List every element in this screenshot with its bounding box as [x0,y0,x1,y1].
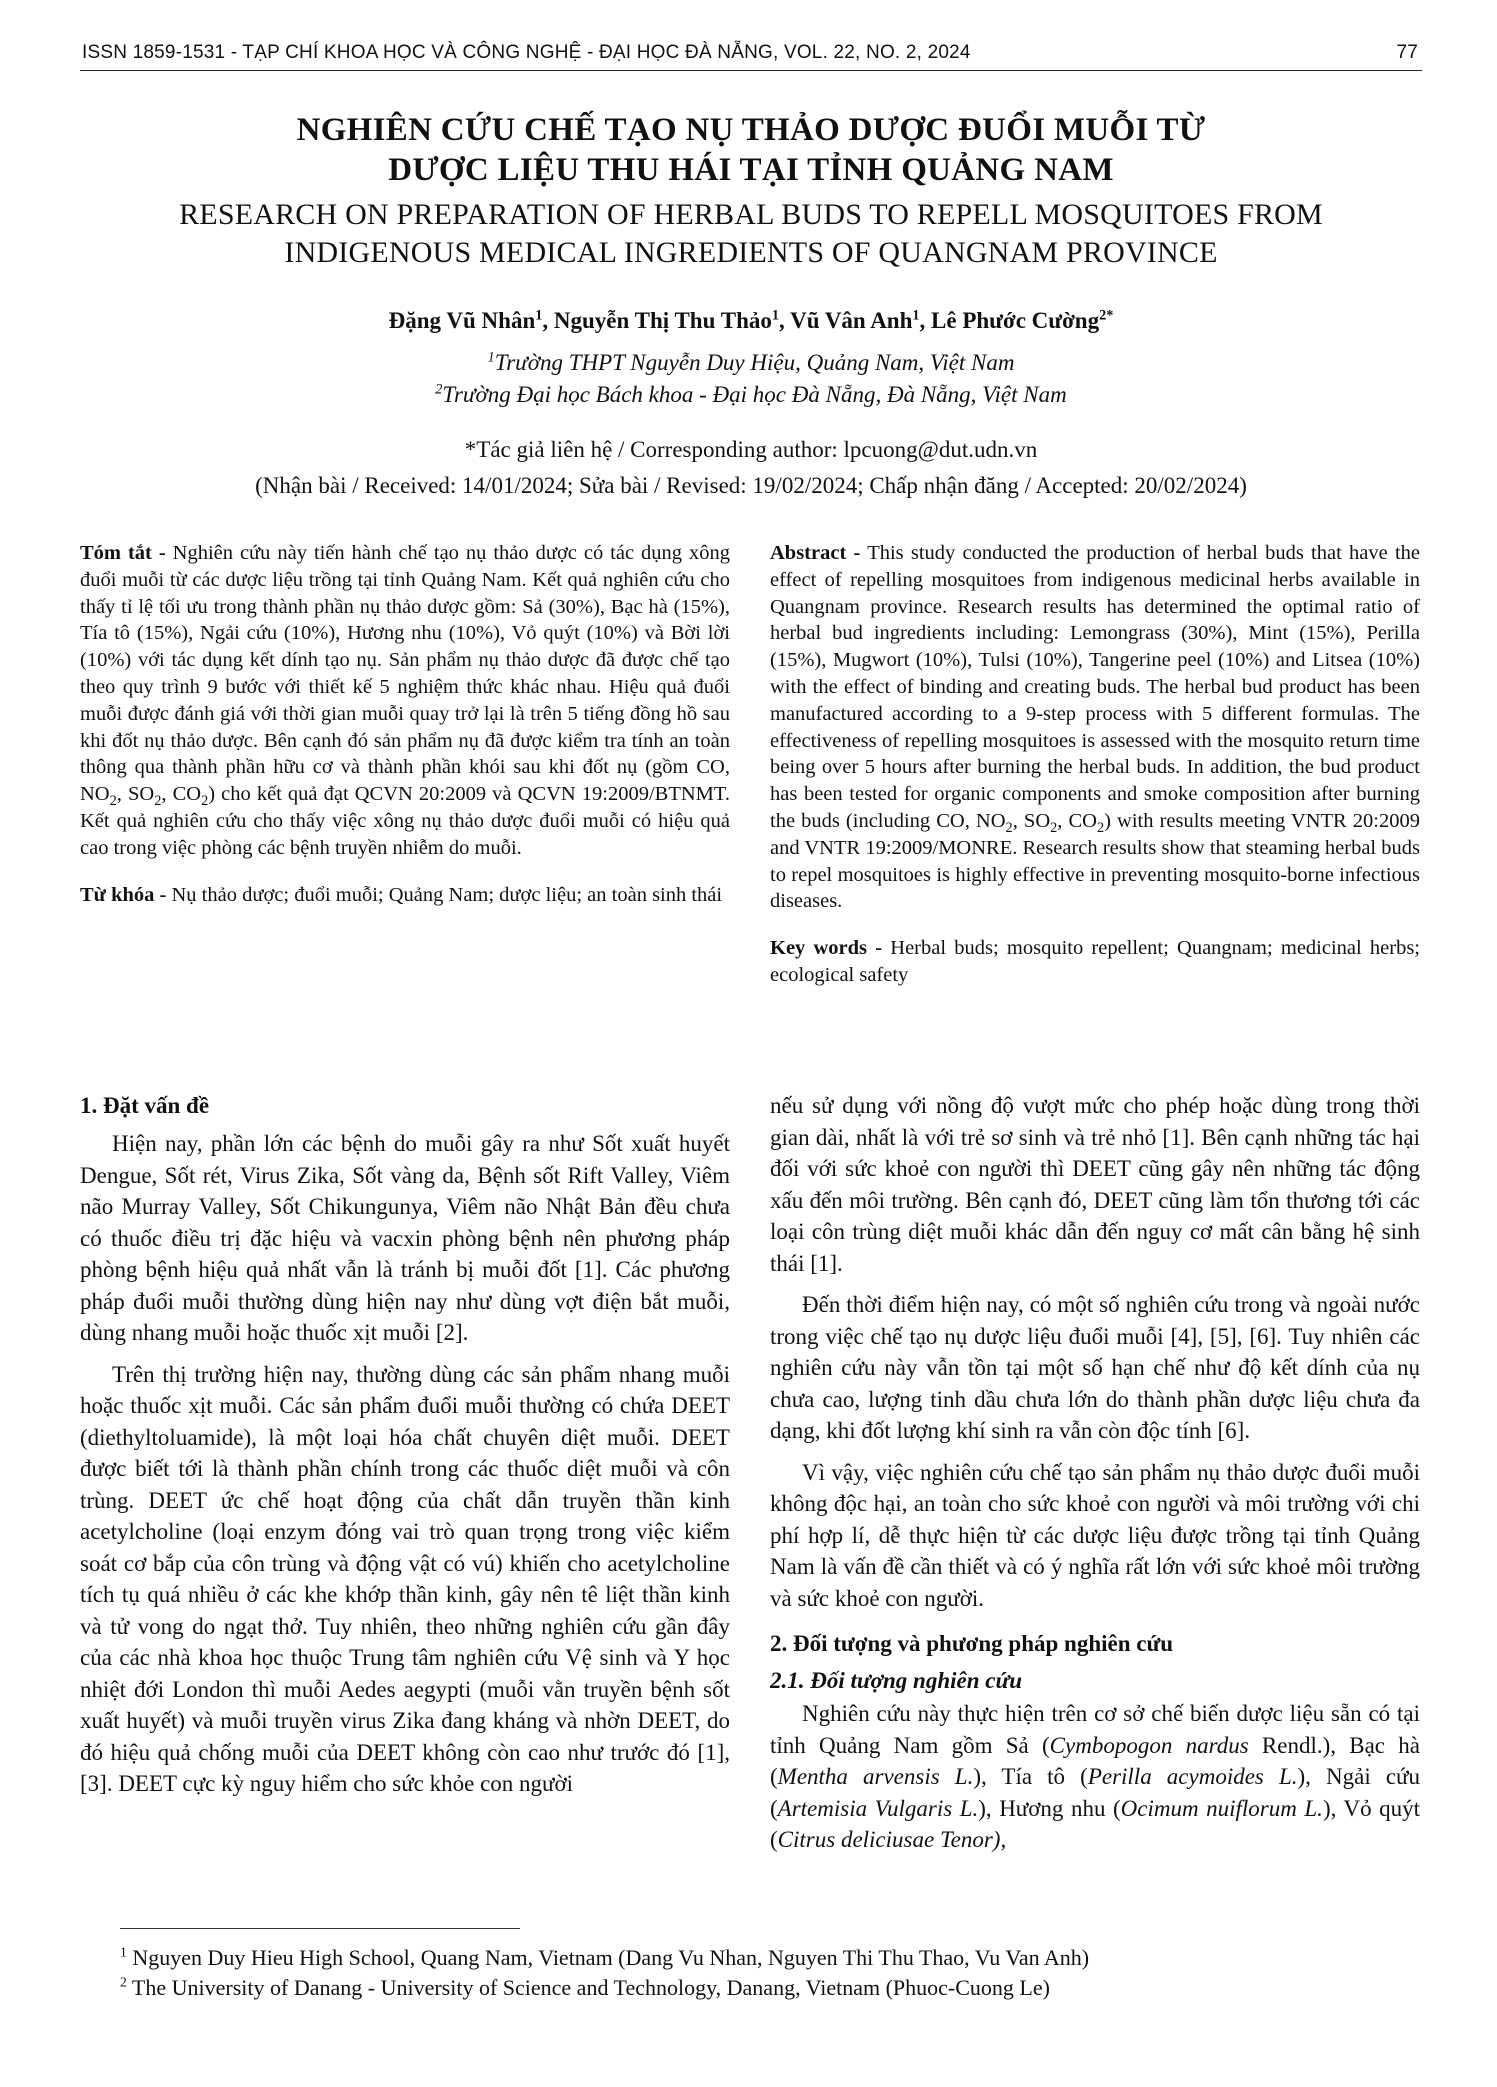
author-name: Nguyễn Thị Thu Thảo [553,308,772,333]
author-separator: , [778,308,791,333]
author-mark: 1 [535,307,543,324]
subsection-heading: 2.1. Đối tượng nghiên cứu [770,1668,1023,1693]
affiliation-2 [80,382,1422,408]
section-heading: 2. Đối tượng và phương pháp nghiên cứu [770,1631,1174,1656]
author-mark: 1 [771,307,779,324]
keywords-en-text: Herbal buds; mosquito repellent; Quangnam; medicinal herbs; ecological safety [770,937,1421,986]
author-separator: , [542,308,554,333]
body-column-right [770,1090,1420,1866]
english-title [80,196,1422,272]
footnote-text: Nguyen Duy Hieu High School, Quang Nam, Vietnam (Dang Vu Nhan, Nguyen Thi Thu Thao, Vu Van Anh) [126,1945,1090,1970]
body-paragraph [770,1698,1420,1856]
abstract-en-text [770,540,1420,915]
section-heading: 1. Đặt vấn đề [80,1093,210,1118]
abstract-en-segment: ) with results meeting VNTR 20:2009 and VNTR 19:2009/MONRE. Research results show that steaming herbal buds to repel mosquitoes is highly effective in preventing mosquito-borne infectious diseases. [770,809,1420,913]
author-list [80,308,1422,334]
affiliation-1 [80,350,1422,376]
scientific-name: Citrus deliciusae Tenor), [777,1827,1007,1852]
affiliation-text: Trường Đại học Bách khoa - Đại học Đà Nẵng, Đà Nẵng, Việt Nam [442,382,1067,407]
footnotes [120,1943,1422,2003]
vietnamese-title-line: DƯỢC LIỆU THU HÁI TẠI TỈNH QUẢNG NAM [388,152,1114,188]
subscript: 2 [109,793,117,810]
body-paragraph: Hiện nay, phần lớn các bệnh do muỗi gây ra như Sốt xuất huyết Dengue, Sốt rét, Virus Zika, Sốt vàng da, Bệnh sốt Rift Valley, Viêm não Murray Valley, Sốt Chikungunya, Viêm não Nhật Bản đều chưa có thuốc điều trị đặc hiệu và vacxin phòng bệnh nên phương pháp phòng bệnh hiệu quả nhất vẫn là tránh bị muỗi đốt [1]. Các phương pháp đuổi muỗi thường dùng hiện nay như dùng vợt điện bắt muỗi, dùng nhang muỗi hoặc thuốc xịt muỗi [2]. [80,1131,730,1345]
keywords-vi-text: Nụ thảo dược; đuổi muỗi; Quảng Nam; dược liệu; an toàn sinh thái [166,883,723,906]
footnote [120,1973,1422,2003]
author-name: Vũ Vân Anh [790,308,913,333]
keywords-en-label: Key words - [770,937,883,960]
corresponding-author: *Tác giả liên hệ / Corresponding author: lpcuong@dut.udn.vn [464,437,1038,462]
footnote-text: The University of Danang - University of Science and Technology, Danang, Vietnam (Phuoc-Cuong Le) [126,1975,1050,2000]
author-name: Lê Phước Cường [931,308,1100,333]
subscript: 2 [1096,820,1105,837]
abstract-vi-segment: , CO [161,783,202,806]
author-separator: , [919,308,932,333]
abstract-en-segment: This study conducted the production of herbal buds that have the effect of repelling mosquitoes from indigenous medicinal herbs available in Quangnam province. Research results has determined the optimal ratio of herbal bud ingredients including: Lemongrass (30%), Mint (15%), Perilla (15%), Mugwort (10%), Tulsi (10%), Tangerine peel (10%) and Litsea (10%) with the effect of binding and creating buds. The herbal bud product has been manufactured according to a 9-step process with 5 different formulas. The effectiveness of repelling mosquitoes is assessed with the mosquito return time being over 5 hours after burning the herbal buds. In addition, the bud product has been tested for organic components and smoke composition after burning the buds (including CO, NO [770,542,1420,832]
footnote-divider [120,1928,520,1929]
vietnamese-title [80,110,1422,190]
scientific-name: Mentha arvensis L. [777,1764,974,1789]
journal-header: ISSN 1859-1531 - TẠP CHÍ KHOA HỌC VÀ CÔNG NGHỆ - ĐẠI HỌC ĐÀ NẴNG, VOL. 22, NO. 2, 2024 [82,42,971,63]
author-name: Đặng Vũ Nhân [388,308,536,333]
text-segment: Rendl.), Bạc hà ( [770,1732,1420,1789]
body-paragraph: Trên thị trường hiện nay, thường dùng các sản phẩm nhang muỗi hoặc thuốc xịt muỗi. Các sản phẩm đuổi muỗi thường có chứa DEET (diethyltoluamide), là một loại hóa chất chuyên diệt muỗi. DEET được biết tới là thành phần chính trong các thuốc diệt muỗi và côn trùng. DEET ức chế hoạt động của chất dẫn truyền thần kinh acetylcholine (loại enzym đóng vai trò quan trọng trong việc kiểm soát cơ bắp của côn trùng và động vật có vú) khiến cho acetylcholine tích tụ quá nhiều ở các khe khớp thần kinh, gây nên tê liệt thần kinh và tử vong do ngạt thở. Tuy nhiên, theo những nghiên cứu gần đây của các nhà khoa học thuộc Trung tâm nghiên cứu Vệ sinh và Y học nhiệt đới London thì muỗi Aedes aegypti (muỗi vằn truyền bệnh sốt xuất huyết) và muỗi truyền virus Zika đang kháng và nhờn DEET, do đó hiệu quả chống muỗi của DEET không còn cao như trước đó [1], [3]. DEET cực kỳ nguy hiểm cho sức khỏe con người [80,1361,730,1796]
abstract-en-label: Abstract - [770,542,861,564]
text-segment: ), Ngải cứu ( [770,1764,1420,1821]
author-mark: 2* [1099,307,1114,324]
abstract-vi-text [80,540,730,862]
text-segment: ), Tía tô ( [973,1764,1088,1789]
subscript: 2 [154,793,162,810]
text-segment: ), Vỏ quýt ( [770,1795,1420,1852]
abstract-en-segment: , CO [1057,809,1097,832]
abstract-english [770,540,1420,989]
keywords-vi [80,882,730,909]
subscript: 2 [1005,820,1013,837]
scientific-name: Perilla acymoides L. [1087,1764,1298,1789]
footnote-mark: 1 [120,1944,127,1960]
scientific-name: Artemisia Vulgaris L. [777,1795,979,1821]
english-title-line: RESEARCH ON PREPARATION OF HERBAL BUDS TO REPELL MOSQUITOES FROM [179,198,1323,231]
affiliation-text: Trường THPT Nguyễn Duy Hiệu, Quảng Nam, Việt Nam [494,350,1015,375]
footnote [120,1943,1422,1973]
submission-dates: (Nhận bài / Received: 14/01/2024; Sửa bài / Revised: 19/02/2024; Chấp nhận đăng / Accepted: 20/02/2024) [255,473,1247,498]
title-block [80,110,1422,272]
keywords-vi-label: Từ khóa - [80,883,167,906]
page-number: 77 [1396,42,1418,63]
scientific-name: Cymbopogon nardus [1049,1732,1249,1758]
affiliation-mark: 2 [435,381,443,398]
body-column-left [80,1090,730,1810]
body-paragraph: Vì vậy, việc nghiên cứu chế tạo sản phẩm nụ thảo dược đuổi muỗi không độc hại, an toàn cho sức khoẻ con người và môi trường với chi phí hợp lí, dễ thực hiện từ các dược liệu được trồng tại tỉnh Quảng Nam là vấn đề cần thiết và có ý nghĩa rất lớn với sức khoẻ môi trường và sức khoẻ con người. [770,1459,1420,1611]
body-paragraph-continued: nếu sử dụng với nồng độ vượt mức cho phép hoặc dùng trong thời gian dài, nhất là với trẻ sơ sinh và trẻ nhỏ [1]. Bên cạnh những tác hại đối với sức khoẻ con người thì DEET cũng gây nên những tác động xấu đến môi trường. Bên cạnh đó, DEET cũng làm tổn thương tới các loại côn trùng diệt muỗi khác dẫn đến nguy cơ mất cân bằng hệ sinh thái [1]. [770,1093,1420,1276]
abstract-vi-segment: , SO [116,783,155,806]
abstract-vi-segment: ) cho kết quả đạt QCVN 20:2009 và QCVN 19:2009/BTNMT. Kết quả nghiên cứu cho thấy việc xông nụ thảo dược đuổi muỗi có hiệu quả cao trong việc phòng các bệnh truyền nhiễm do muỗi. [80,783,731,859]
abstract-vi-segment: Nghiên cứu này tiến hành chế tạo nụ thảo dược có tác dụng xông đuổi muỗi từ các dược liệu trồng tại tỉnh Quảng Nam. Kết quả nghiên cứu cho thấy tỉ lệ tối ưu trong thành phần nụ thảo dược gồm: Sả (30%), Bạc hà (15%), Tía tô (15%), Ngải cứu (10%), Hương nhu (10%), Vỏ quýt (10%) và Bời lời (10%) với tác dụng kết dính tạo nụ. Sản phẩm nụ thảo dược đã được chế tạo theo quy trình 9 bước với thiết kế 5 nghiệm thức khác nhau. Hiệu quả đuổi muỗi được đánh giá với thời gian muỗi quay trở lại là trên 5 tiếng đồng hồ sau khi đốt nụ thảo dược. Bên cạnh đó sản phẩm nụ đã được kiểm tra tính an toàn thông qua thành phần hữu cơ và thành phần khói sau khi đốt nụ (gồm CO, NO [80,542,731,806]
running-header [80,40,1422,71]
subscript: 2 [201,793,209,810]
author-mark: 1 [912,307,920,324]
text-segment: Nghiên cứu này thực hiện trên cơ sở chế biến dược liệu sẵn có tại tỉnh Quảng Nam gồm Sả ( [770,1701,1420,1758]
abstract-vi-label: Tóm tắt - [80,542,166,564]
subscript: 2 [1050,820,1058,837]
text-segment: ), Hương nhu ( [978,1795,1121,1821]
abstract-en-segment: , SO [1012,809,1051,832]
footnote-mark: 2 [120,1974,127,1990]
affiliation-mark: 1 [487,349,495,366]
english-title-line: INDIGENOUS MEDICAL INGREDIENTS OF QUANGNAM PROVINCE [284,236,1218,269]
vietnamese-title-line: NGHIÊN CỨU CHẾ TẠO NỤ THẢO DƯỢC ĐUỔI MUỖI TỪ [296,112,1206,148]
keywords-en [770,935,1420,989]
body-paragraph: Đến thời điểm hiện nay, có một số nghiên cứu trong và ngoài nước trong việc chế tạo nụ dược liệu đuổi muỗi [4], [5], [6]. Tuy nhiên các nghiên cứu này vẫn tồn tại một số hạn chế như độ kết dính của nụ chưa cao, lượng tinh dầu chưa lớn do thành phần dược liệu chưa đa dạng, khi đốt lượng khí sinh ra vẫn còn độc tính [6]. [770,1292,1420,1443]
scientific-name: Ocimum nuiflorum L. [1120,1795,1323,1821]
abstract-vietnamese [80,540,730,908]
